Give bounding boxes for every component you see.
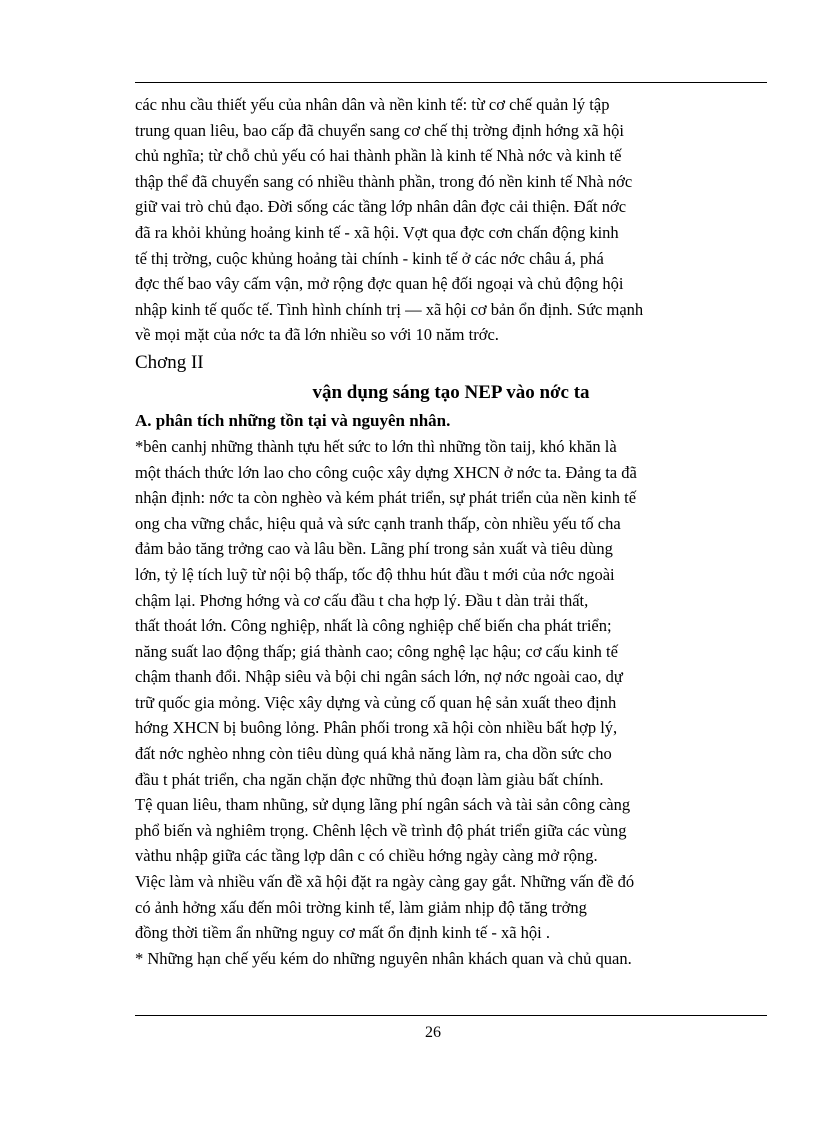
text-line: các nhu cầu thiết yếu của nhân dân và nền kinh tế: từ cơ chế quản lý tập	[135, 95, 610, 114]
text-line: vàthu nhập giữa các tầng lợp dân c có chiều hớng ngày càng mở rộng.	[135, 846, 598, 866]
header-rule	[135, 82, 767, 83]
text-line: thập thể đã chuyển sang có nhiều thành phần, trong đó nền kinh tế Nhà nớc	[135, 171, 633, 191]
text-line: trữ quốc gia mỏng. Việc xây dựng và củng cố quan hệ sản xuất theo định	[135, 692, 617, 712]
note-line: * Những hạn chế yếu kém do những nguyên nhân khách quan và chủ quan.	[135, 948, 632, 968]
text-line: năng suất lao động thấp; giá thành cao; công nghệ lạc hậu; cơ cấu kinh tế	[135, 641, 618, 661]
text-line: nhận định: nớc ta còn nghèo và kém phát triển, sự phát triển của nền kinh tế	[135, 488, 637, 508]
text-line: đảm bảo tăng trởng cao và lâu bền. Lãng phí trong sản xuất và tiêu dùng	[135, 539, 613, 559]
text-line: giữ vai trò chủ đạo. Đời sống các tầng lớp nhân dân đợc cải thiện. Đất nớc	[135, 197, 627, 217]
text-line: Việc làm và nhiều vấn đề xã hội đặt ra ngày càng gay gắt. Những vấn đề đó	[135, 872, 635, 892]
text-line: đồng thời tiềm ẩn những nguy cơ mất ổn định kinh tế - xã hội .	[135, 923, 551, 943]
text-line: ong cha vững chắc, hiệu quả và sức cạnh tranh thấp, còn nhiều yếu tố cha	[135, 513, 621, 533]
text-line: đầu t phát triển, cha ngăn chặn đợc những thủ đoạn làm giàu bất chính.	[135, 769, 604, 789]
document-page	[135, 92, 767, 972]
text-line: tế thị trờng, cuộc khủng hoảng tài chính - kinh tế ở các nớc châu á, phá	[135, 248, 604, 268]
subheading: A. phân tích những tồn tại và nguyên nhân.	[135, 410, 451, 430]
text-line: *bên canhj những thành tựu hết sức to lớn thì những tồn taij, khó khăn là	[135, 436, 617, 456]
text-line: chủ nghĩa; từ chỗ chủ yếu có hai thành phần là kinh tế Nhà nớc và kinh tế	[135, 146, 622, 166]
text-line: có ảnh hởng xấu đến môi trờng kinh tế, làm giảm nhịp độ tăng trởng	[135, 897, 587, 917]
text-line: thất thoát lớn. Công nghiệp, nhất là công nghiệp chế biến cha phát triển;	[135, 616, 612, 636]
text-line: đợc thế bao vây cấm vận, mở rộng đợc quan hệ đối ngoại và chủ động hội	[135, 274, 624, 294]
section-title: vận dụng sáng tạo NEP vào nớc ta	[312, 381, 590, 403]
text-line: hớng XHCN bị buông lỏng. Phân phối trong xã hội còn nhiều bất hợp lý,	[135, 718, 618, 738]
text-line: một thách thức lớn lao cho công cuộc xây dựng XHCN ở nớc ta. Đảng ta đã	[135, 462, 637, 482]
chapter-heading: Chơng II	[135, 351, 204, 373]
paragraph-analysis	[135, 434, 767, 946]
page-number: 26	[425, 1024, 441, 1041]
text-line: đất nớc nghèo nhng còn tiêu dùng quá khả năng làm ra, cha dồn sức cho	[135, 744, 612, 764]
text-line: chậm thanh đổi. Nhập siêu và bội chi ngân sách lớn, nợ nớc ngoài cao, dự	[135, 667, 623, 687]
text-line: về mọi mặt của nớc ta đã lớn nhiều so với 10 năm trớc.	[135, 325, 499, 345]
footer-rule	[135, 1015, 767, 1016]
text-line: trung quan liêu, bao cấp đã chuyển sang cơ chế thị trờng định hớng xã hội	[135, 120, 624, 140]
text-line: phổ biến và nghiêm trọng. Chênh lệch về trình độ phát triển giữa các vùng	[135, 820, 627, 840]
paragraph-intro	[135, 92, 767, 348]
text-line: đã ra khỏi khủng hoảng kinh tế - xã hội. Vợt qua đợc cơn chấn động kinh	[135, 222, 619, 242]
text-line: chậm lại. Phơng hớng và cơ cấu đầu t cha hợp lý. Đầu t dàn trải thất,	[135, 590, 589, 610]
text-line: lớn, tỷ lệ tích luỹ từ nội bộ thấp, tốc độ thhu hút đầu t mới của nớc ngoài	[135, 564, 615, 584]
text-line: Tệ quan liêu, tham nhũng, sử dụng lãng phí ngân sách và tài sản công càng	[135, 795, 631, 815]
text-line: nhập kinh tế quốc tế. Tình hình chính trị — xã hội cơ bản ổn định. Sức mạnh	[135, 299, 644, 319]
